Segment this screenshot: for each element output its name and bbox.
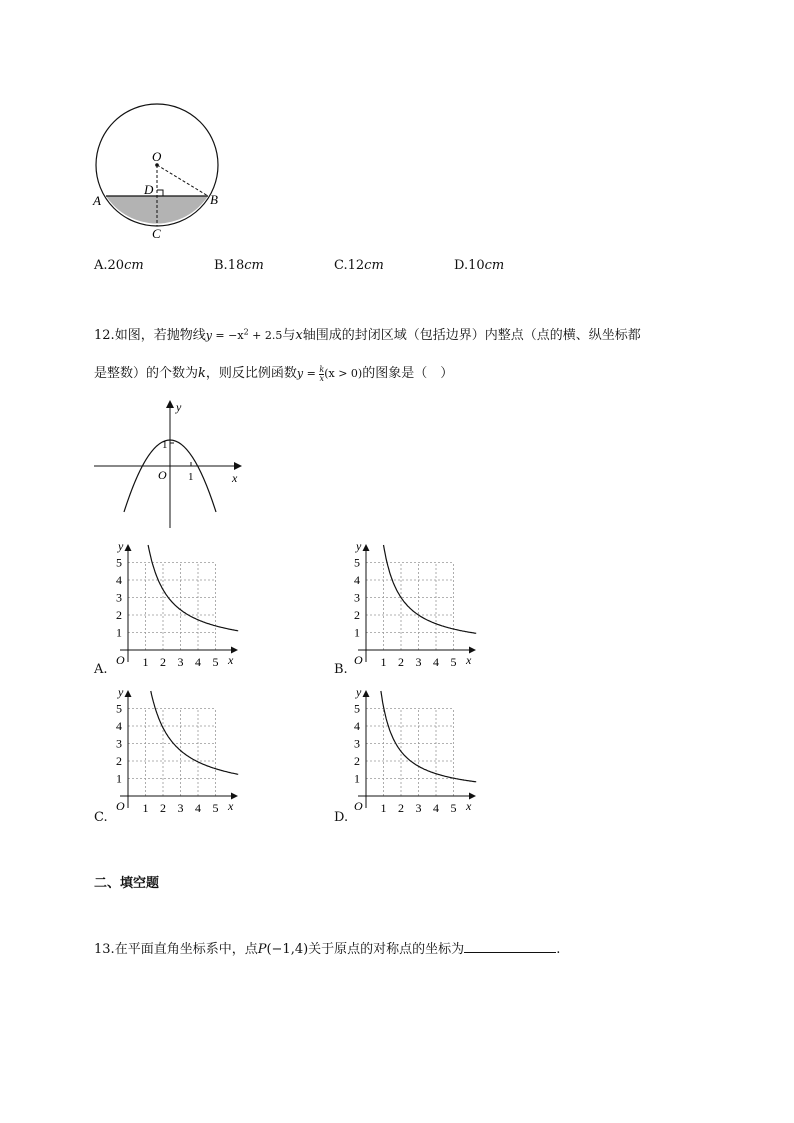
y-tick-label: 2 (116, 608, 122, 622)
x-tick-label: 1 (380, 801, 387, 815)
x-tick-label: 3 (415, 655, 422, 669)
y-tick-label: 4 (116, 573, 122, 587)
x-tick-label: 1 (380, 655, 387, 669)
q11-option-d[interactable] (454, 258, 504, 273)
x-tick-label: 4 (195, 655, 201, 669)
q11-option-a[interactable] (94, 258, 144, 273)
x-axis-label: x (466, 799, 472, 813)
q13-text-1: 在平面直角坐标系中，点 (114, 942, 258, 957)
option-letter: B. (214, 258, 228, 273)
q13-text-2: 关于原点的对称点的坐标为 (308, 942, 465, 957)
origin-label: O (354, 799, 363, 813)
label-tick-x: 1 (188, 471, 194, 483)
x-axis-label: x (228, 653, 234, 667)
y-tick-label: 5 (116, 555, 122, 570)
x-tick-label: 4 (195, 801, 201, 815)
x-tick-label: 5 (450, 801, 457, 815)
x-tick-label: 3 (415, 801, 422, 815)
option-value: 18 (227, 258, 245, 273)
func-eq: = (303, 367, 320, 380)
q12-text-1: 如图，若抛物线 (114, 328, 206, 343)
y-tick-label: 3 (116, 736, 122, 751)
x-axis-arrow (234, 462, 242, 470)
q12-text-4: 是整数）的个数为 (94, 366, 199, 381)
q12-text-5: ，则反比例函数 (205, 366, 297, 381)
q12-line-1 (94, 324, 641, 343)
y-tick-label: 3 (354, 590, 360, 605)
x-axis-label: x (466, 653, 472, 667)
q12-text-3: 轴围成的封闭区域（包括边界）内整点（点的横、纵坐标都 (302, 328, 641, 343)
label-b: B (210, 192, 218, 207)
option-graph-b[interactable] (330, 538, 490, 674)
y-tick-label: 5 (116, 701, 122, 716)
x-tick-label: 4 (433, 801, 439, 815)
option-graph-d[interactable] (330, 684, 490, 820)
formula-tail: + 2.5 (248, 329, 283, 342)
option-letter-c: C. (94, 810, 108, 825)
hyperbola-curve (381, 691, 476, 782)
answer-blank[interactable] (464, 940, 556, 953)
label-x: x (232, 471, 238, 485)
q12-text-2: 与 (282, 328, 296, 343)
x-tick-label: 2 (160, 655, 166, 669)
x-var: x (295, 328, 303, 343)
parabola-graph (90, 396, 250, 532)
y-tick-label: 3 (116, 590, 122, 605)
hyperbola-curve (151, 691, 238, 774)
section-title: 二、填空题 (94, 876, 160, 891)
x-tick-label: 1 (142, 801, 149, 815)
y-axis-arrow (166, 400, 174, 408)
y-tick-label: 2 (116, 754, 122, 768)
circle-figure (88, 96, 228, 246)
y-axis-label: y (118, 539, 124, 553)
label-c: C (152, 226, 161, 241)
x-axis-label: x (228, 799, 234, 813)
q13-end: . (556, 942, 561, 957)
origin-label: O (116, 799, 125, 813)
origin-label: O (354, 653, 363, 667)
q12-text-6: 的图象是（ ） (362, 366, 454, 381)
y-tick-label: 3 (354, 736, 360, 751)
x-tick-label: 3 (177, 801, 184, 815)
y-axis-arrow (125, 544, 132, 551)
y-tick-label: 4 (354, 573, 360, 587)
option-letter-d: D. (334, 810, 349, 825)
option-letter: C. (334, 258, 348, 273)
x-tick-label: 5 (212, 801, 219, 815)
origin-label: O (116, 653, 125, 667)
option-unit: cm (244, 258, 264, 273)
x-tick-label: 1 (142, 655, 149, 669)
segment-ob (157, 165, 208, 196)
option-value: 10 (468, 258, 485, 273)
hyperbola-curve (148, 545, 238, 631)
y-axis-label: y (356, 685, 362, 699)
option-graph-c[interactable] (92, 684, 252, 820)
y-tick-label: 1 (116, 771, 122, 786)
y-axis-arrow (363, 690, 370, 697)
option-unit: cm (364, 258, 384, 273)
y-tick-label: 5 (354, 555, 360, 570)
y-tick-label: 4 (354, 719, 360, 733)
option-value: 12 (347, 258, 365, 273)
option-letter-b: B. (334, 662, 348, 677)
q12-line-2 (94, 362, 453, 383)
x-tick-label: 2 (398, 801, 404, 815)
p-var: P (257, 942, 267, 957)
label-y: y (176, 400, 182, 414)
formula-y: y (205, 329, 212, 342)
y-axis-arrow (125, 690, 132, 697)
y-tick-label: 5 (354, 701, 360, 716)
x-tick-label: 2 (160, 801, 166, 815)
label-origin: O (158, 468, 167, 482)
option-unit: cm (484, 258, 505, 273)
y-tick-label: 4 (116, 719, 122, 733)
y-axis-label: y (356, 539, 362, 553)
label-o: O (152, 149, 162, 164)
x-tick-label: 5 (212, 655, 219, 669)
func-den: x (319, 373, 325, 383)
y-tick-label: 1 (116, 625, 122, 640)
y-tick-label: 1 (354, 625, 360, 640)
label-a: A (93, 193, 101, 208)
label-tick-y: 1 (162, 439, 168, 451)
y-tick-label: 2 (354, 608, 360, 622)
q11-option-b[interactable] (214, 258, 264, 273)
x-tick-label: 2 (398, 655, 404, 669)
q13-line (94, 938, 560, 957)
func-num: k (319, 364, 325, 374)
q11-option-c[interactable] (334, 258, 384, 273)
formula-sup: 2 (243, 327, 249, 337)
k-var: k (198, 366, 206, 381)
y-tick-label: 1 (354, 771, 360, 786)
y-axis-label: y (118, 685, 124, 699)
x-tick-label: 3 (177, 655, 184, 669)
y-axis-arrow (363, 544, 370, 551)
option-graph-a[interactable] (92, 538, 252, 674)
formula-body: = −x (211, 329, 244, 342)
option-letter-a: A. (94, 662, 108, 677)
q12-number: 12. (94, 328, 115, 343)
option-value: 20 (107, 258, 125, 273)
option-letter: D. (454, 258, 469, 273)
q13-number: 13. (94, 942, 115, 957)
func-cond: (x > 0) (324, 367, 363, 380)
label-d: D (144, 182, 154, 197)
hyperbola-curve (384, 545, 477, 633)
y-tick-label: 2 (354, 754, 360, 768)
option-unit: cm (124, 258, 144, 273)
option-letter: A. (94, 258, 108, 273)
x-tick-label: 4 (433, 655, 439, 669)
p-coord: (−1,4) (266, 942, 309, 957)
x-tick-label: 5 (450, 655, 457, 669)
right-angle-mark (157, 190, 163, 196)
func-y: y (296, 367, 304, 380)
